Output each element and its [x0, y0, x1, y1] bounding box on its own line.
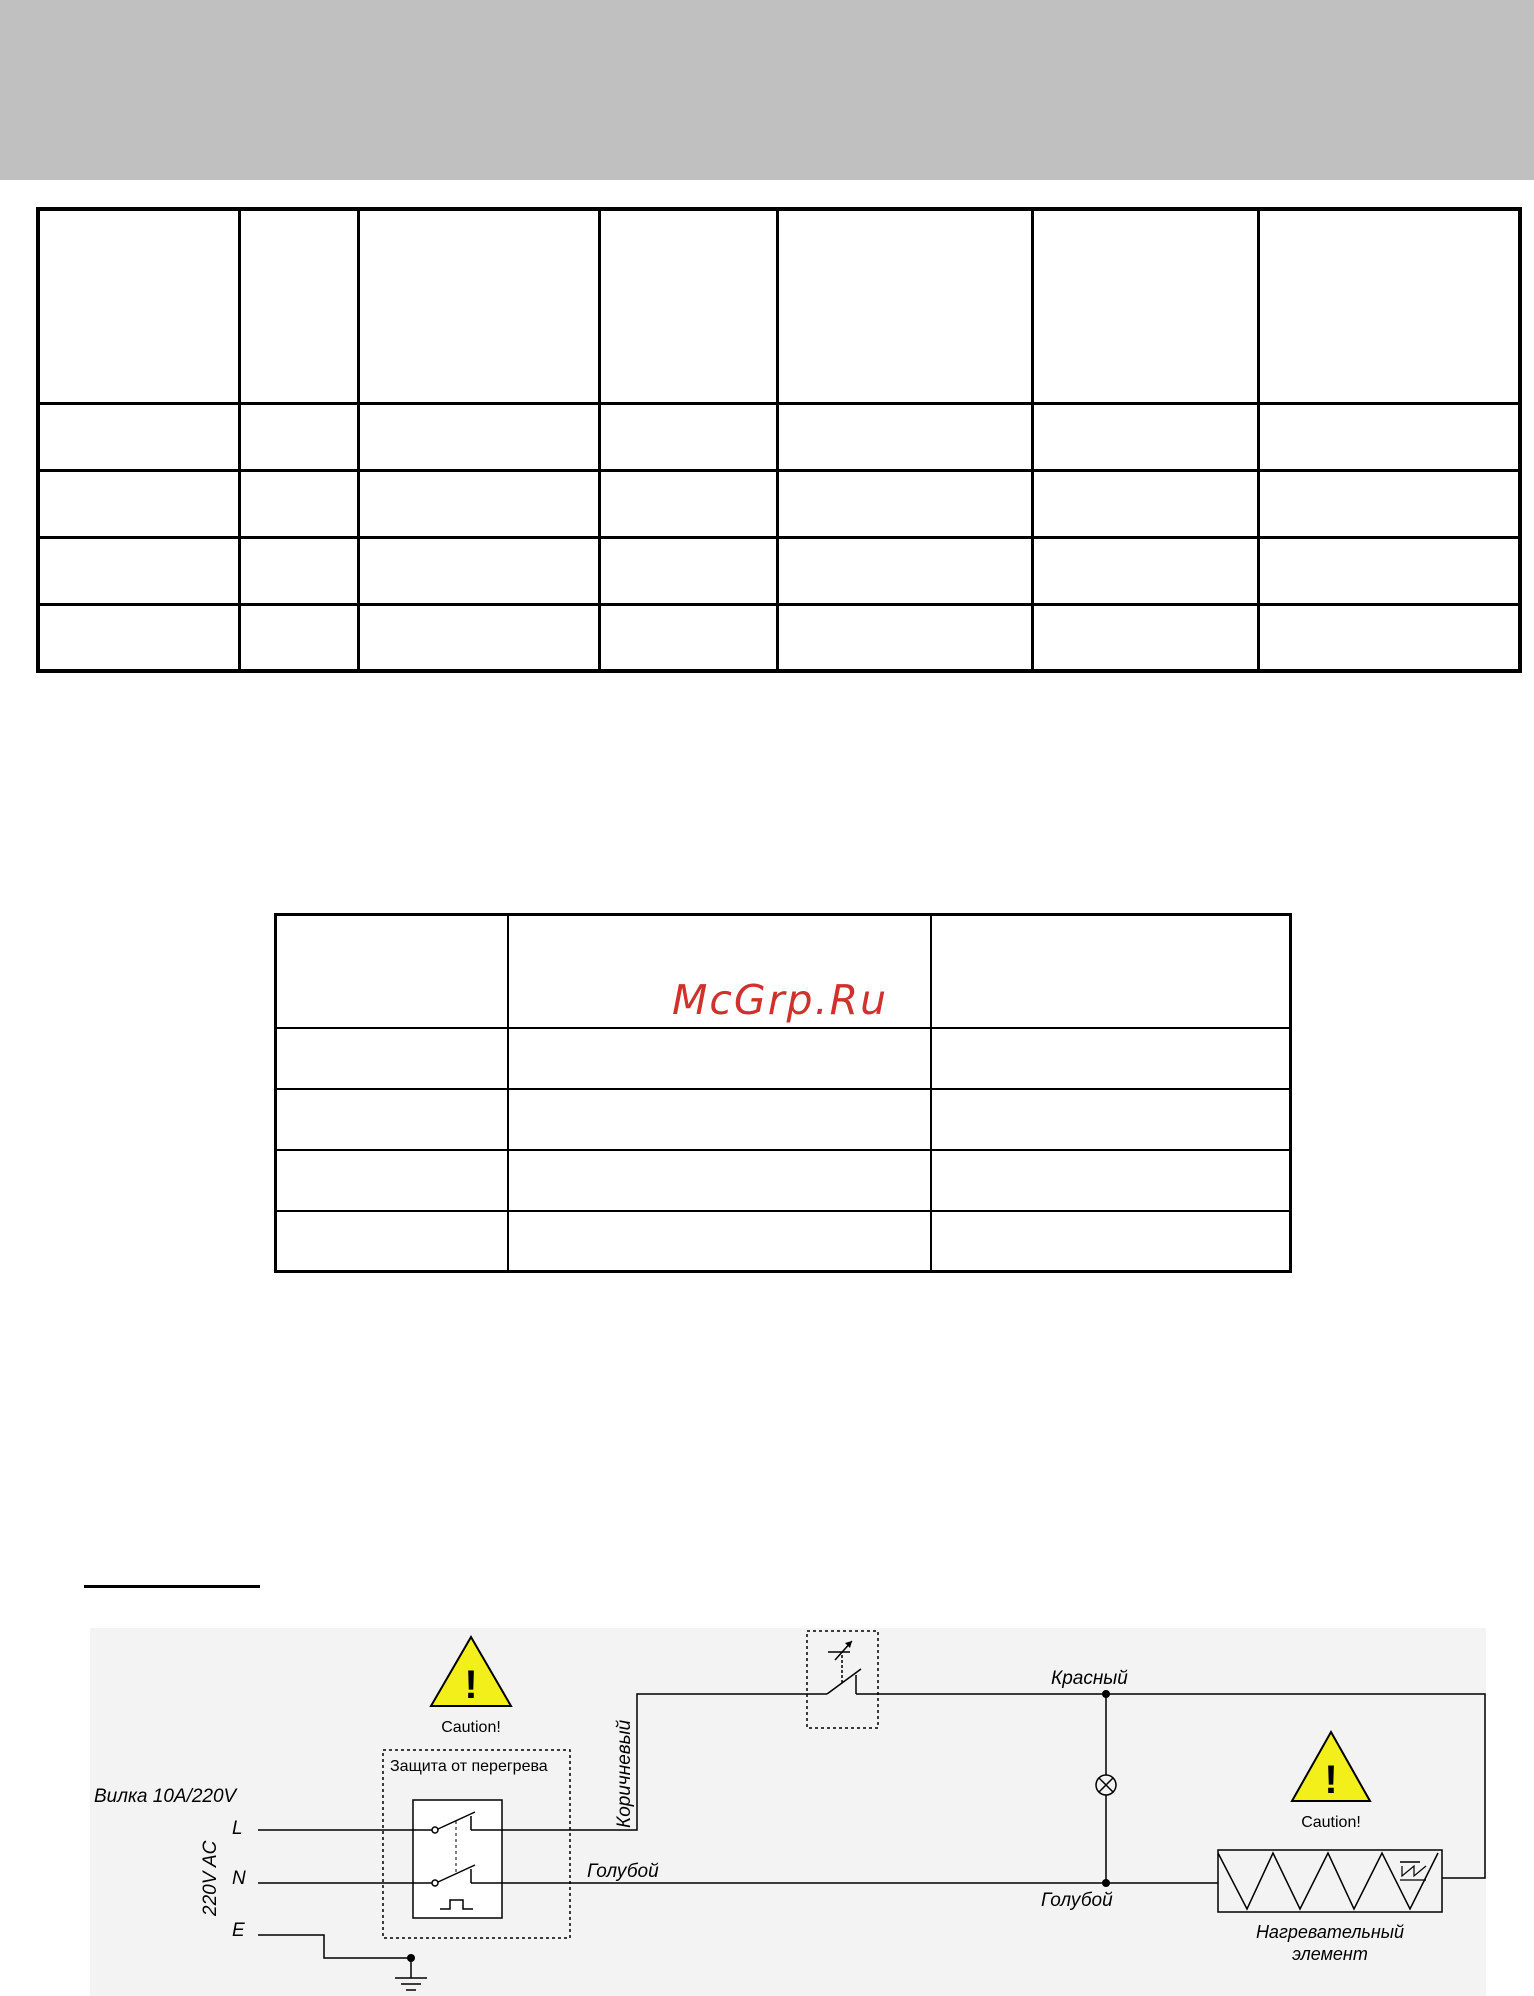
table-cell: [1258, 209, 1520, 403]
table-cell: [777, 470, 1032, 537]
indicator-lamp-icon: [1096, 1775, 1116, 1795]
table-cell: [276, 1150, 508, 1211]
section-heading-rule: [84, 1585, 260, 1588]
table-cell: [38, 403, 239, 470]
table-cell: [508, 1211, 931, 1272]
table-cell: [931, 1028, 1291, 1089]
table-row: [38, 470, 1520, 537]
heater-label-line1: Нагревательный: [1255, 1922, 1405, 1942]
table-row: [38, 403, 1520, 470]
table-cell: [358, 604, 599, 671]
specs-table: [36, 207, 1522, 673]
table-row: [38, 537, 1520, 604]
table-cell: [239, 604, 358, 671]
table-cell: [1032, 209, 1258, 403]
table-cell: [276, 1028, 508, 1089]
table-cell: [239, 470, 358, 537]
wire-brown-label: Коричневый: [614, 1719, 635, 1828]
table-cell: [599, 537, 777, 604]
warning-glyph: !: [464, 1663, 478, 1707]
table-cell: [931, 1211, 1291, 1272]
heater-label-line2: элемент: [1292, 1944, 1368, 1964]
table-cell: [777, 403, 1032, 470]
caution-left-label: Caution!: [441, 1719, 501, 1736]
table-row: [38, 604, 1520, 671]
table-cell: [599, 403, 777, 470]
table-cell: [38, 470, 239, 537]
table-cell: [276, 915, 508, 1028]
table-cell: [599, 209, 777, 403]
table-cell: [508, 1028, 931, 1089]
table-cell: [38, 604, 239, 671]
watermark: McGrp.Ru: [672, 976, 889, 1024]
table-cell: [239, 537, 358, 604]
settings-table: [274, 913, 1292, 1273]
table-cell: [276, 1211, 508, 1272]
table-cell: [508, 1089, 931, 1150]
table-cell: [599, 470, 777, 537]
table-cell: [599, 604, 777, 671]
table-row: [276, 1211, 1291, 1272]
table-cell: [1032, 604, 1258, 671]
table-cell: [508, 1150, 931, 1211]
table-cell: [777, 537, 1032, 604]
table-cell: [931, 1150, 1291, 1211]
table-cell: [239, 209, 358, 403]
terminal-l-label: L: [232, 1818, 243, 1839]
table-cell: [1032, 537, 1258, 604]
table-cell: [931, 1089, 1291, 1150]
table-cell: [1258, 403, 1520, 470]
wire-blue-right-label: Голубой: [1041, 1890, 1113, 1911]
table-cell: [38, 209, 239, 403]
supply-label: 220V AC: [200, 1840, 221, 1916]
table-cell: [931, 915, 1291, 1028]
terminal-e-label: E: [232, 1920, 245, 1941]
table-row: [276, 1089, 1291, 1150]
wiring-diagram: [90, 1628, 1486, 1996]
table-cell: [239, 403, 358, 470]
wire-blue-left-label: Голубой: [587, 1861, 659, 1882]
table-header-row: [38, 209, 1520, 403]
table-cell: [1032, 470, 1258, 537]
warning-glyph: !: [1324, 1758, 1338, 1802]
wire-red-label: Красный: [1051, 1668, 1128, 1689]
table-row: [276, 1150, 1291, 1211]
table-cell: [1258, 470, 1520, 537]
table-cell: [38, 537, 239, 604]
plug-label: Вилка 10A/220V: [94, 1786, 237, 1807]
table-cell: [358, 537, 599, 604]
table-cell: [358, 470, 599, 537]
terminal-n-label: N: [232, 1868, 246, 1889]
table-cell: [777, 604, 1032, 671]
table-cell: [777, 209, 1032, 403]
table-cell: [1258, 604, 1520, 671]
table-cell: [358, 403, 599, 470]
overheat-label: Защита от перегрева: [390, 1758, 548, 1775]
table-cell: [1258, 537, 1520, 604]
caution-right-label: Caution!: [1301, 1814, 1361, 1831]
table-cell: [276, 1089, 508, 1150]
header-band: [0, 0, 1534, 180]
table-cell: [1032, 403, 1258, 470]
table-cell: [358, 209, 599, 403]
table-row: [276, 1028, 1291, 1089]
